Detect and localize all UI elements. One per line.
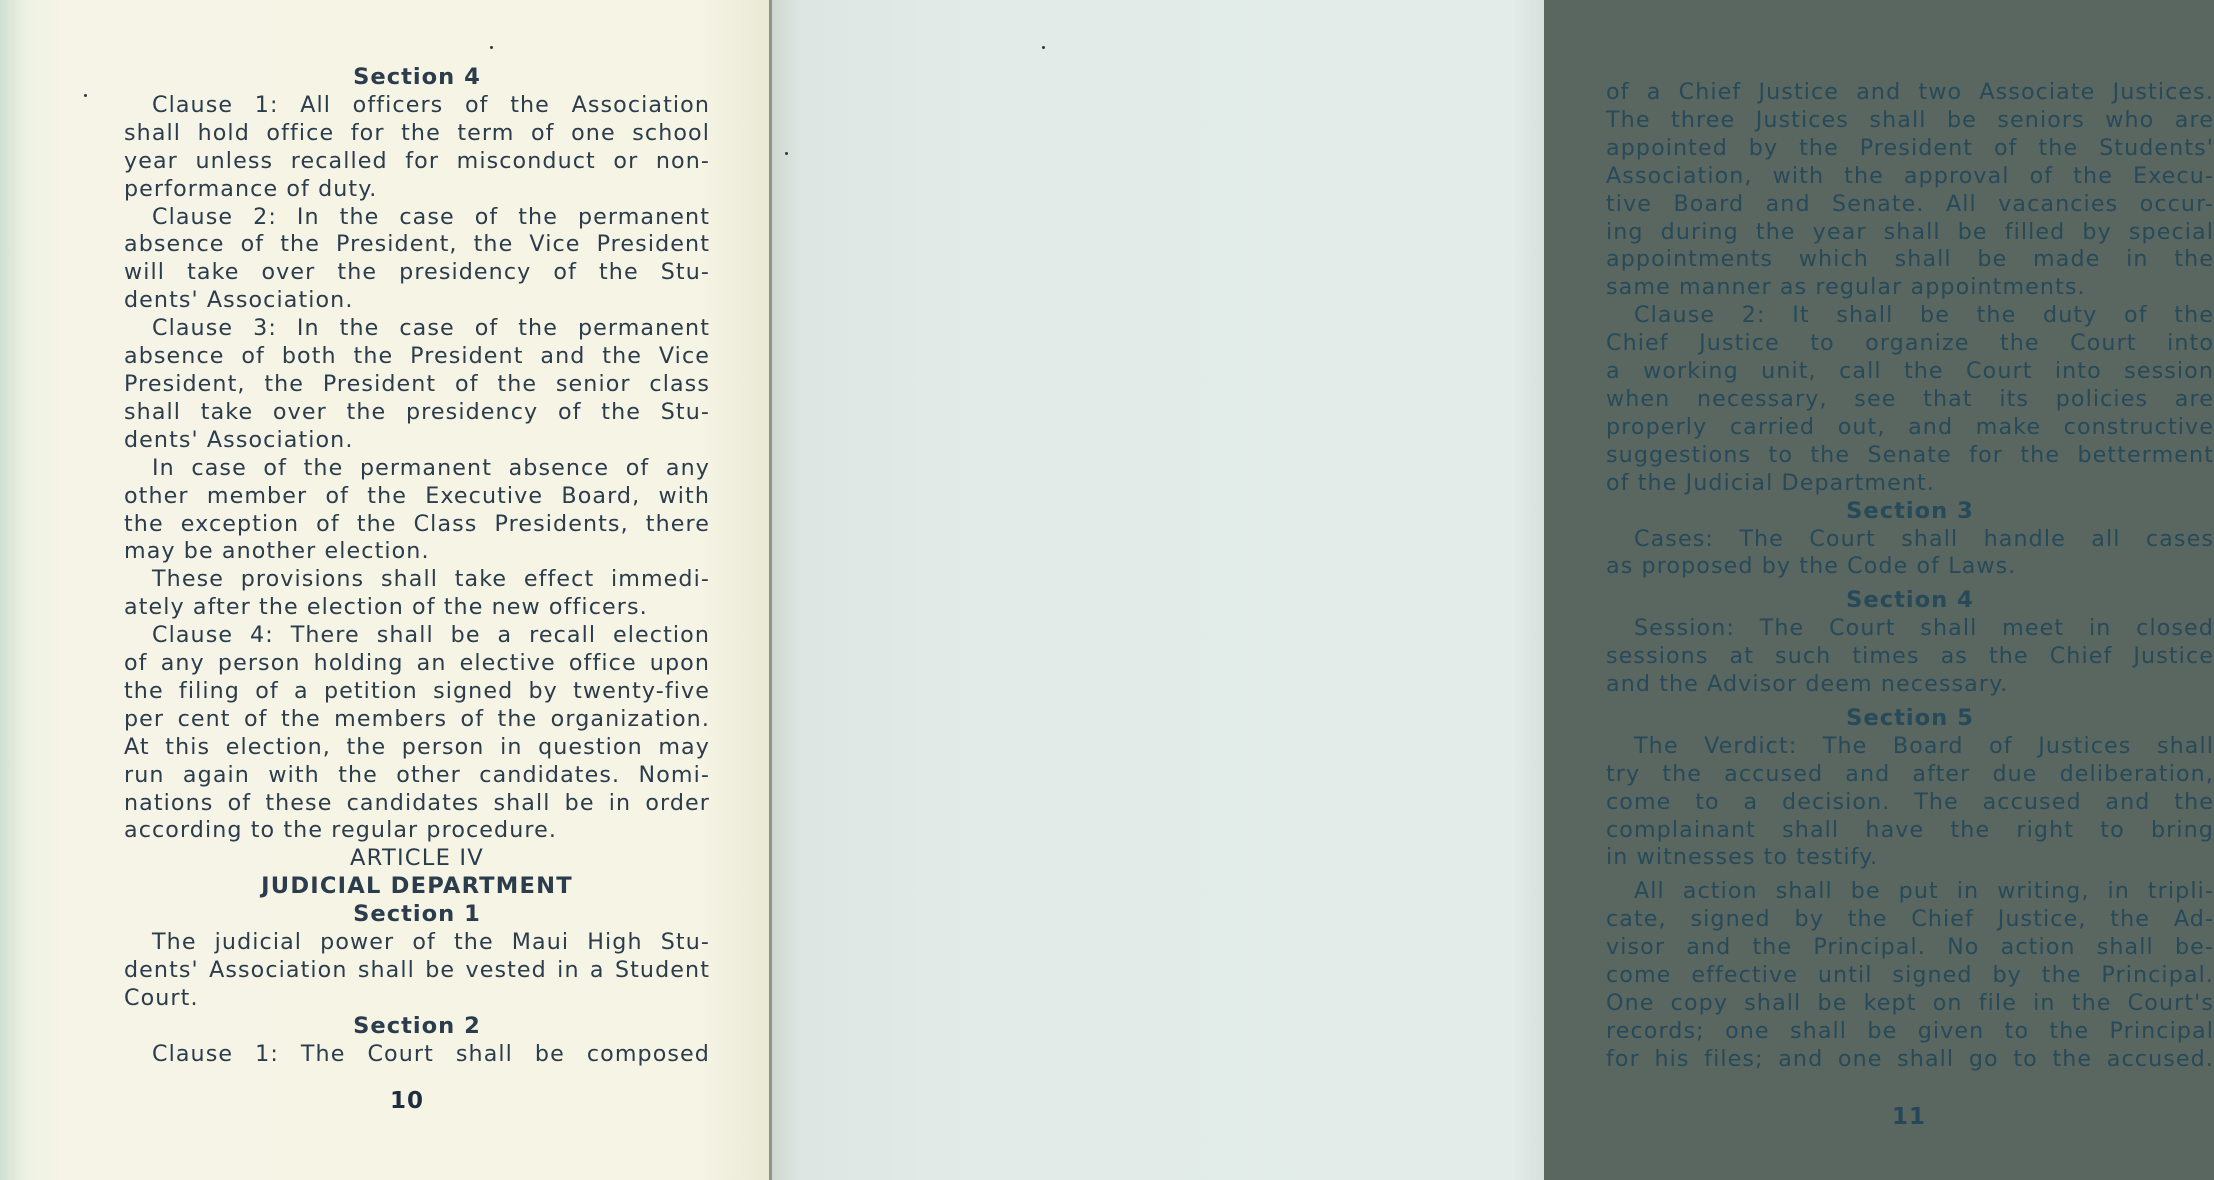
text-line: absence of both the President and the Vice [124,343,710,370]
text-line: The Verdict: The Board of Justices shall [1634,732,2214,759]
text-line: year unless recalled for misconduct or non- [124,147,710,174]
print-speck [1042,46,1045,49]
text-line: according to the regular procedure. [124,817,558,844]
print-speck [490,46,493,49]
text-line: One copy shall be kept on file in the Court's [1606,990,2214,1016]
text-line: President, the President of the senior class [124,370,710,397]
text-line: for his files; and one shall go to the accused. [1606,1045,2214,1072]
page-number-right: 11 [1892,1104,1927,1130]
text-line: The three Justices shall be seniors who are [1606,106,2214,133]
text-line: same manner as regular appointments. [1606,274,2086,301]
text-line: when necessary, see that its policies are [1606,385,2214,412]
text-line: Clause 4: There shall be a recall election [152,622,710,649]
text-line: and the Advisor deem necessary. [1606,671,2009,698]
text-line: visor and the Principal. No action shall be- [1606,934,2214,961]
text-line: the exception of the Class Presidents, there [124,510,710,537]
text-line: appointments which shall be made in the [1606,246,2214,273]
text-line: Clause 3: In the case of the permanent [152,315,710,342]
text-line: of a Chief Justice and two Associate Justices. [1606,79,2214,105]
text-line: Clause 1: All officers of the Association [152,91,710,118]
text-line: Cases: The Court shall handle all cases [1634,525,2214,552]
text-line: nations of these candidates shall be in order [124,789,710,816]
print-speck [785,152,788,155]
text-line: All action shall be put in writing, in tripli- [1634,878,2214,905]
text-line: dents' Association shall be vested in a Student [124,957,710,983]
text-line: Chief Justice to organize the Court into [1606,330,2214,357]
text-line: tive Board and Senate. All vacancies occur- [1606,190,2214,217]
text-line: properly carried out, and make constructive [1606,413,2214,440]
text-line: absence of the President, the Vice President [124,231,710,258]
section-heading: Section 5 [1846,704,1974,731]
text-line: ing during the year shall be filled by special [1606,218,2214,245]
text-line: of the Judicial Department. [1606,469,1935,496]
text-line: Clause 2: In the case of the permanent [152,203,710,230]
text-line: Association, with the approval of the Execu- [1606,162,2214,189]
left-page [0,0,770,1180]
text-line: shall take over the presidency of the Stu- [124,398,710,425]
text-line: come to a decision. The accused and the [1606,788,2214,815]
text-line: appointed by the President of the Students' [1606,134,2214,161]
department-heading: JUDICIAL DEPARTMENT [261,873,573,900]
text-line: cate, signed by the Chief Justice, the Ad- [1606,906,2214,933]
text-line: At this election, the person in question may [124,733,710,760]
text-line: Clause 1: The Court shall be composed [152,1040,710,1067]
text-line: of any person holding an elective office upon [124,650,710,677]
text-line: ately after the election of the new officers. [124,594,648,621]
text-line: will take over the presidency of the Stu- [124,259,710,286]
text-line: dents' Association. [124,287,354,314]
text-line: a working unit, call the Court into session [1606,358,2214,385]
text-line: in witnesses to testify. [1606,844,1879,871]
text-line: In case of the permanent absence of any [152,454,710,481]
print-speck [84,94,87,97]
text-line: Court. [124,984,199,1011]
article-heading: ARTICLE IV [350,845,484,872]
text-line: records; one shall be given to the Principal [1606,1017,2214,1044]
text-line: per cent of the members of the organization. [124,705,710,732]
text-line: the filing of a petition signed by twenty-five [124,677,710,704]
text-line: as proposed by the Code of Laws. [1606,553,2017,580]
text-line: complainant shall have the right to bring [1606,816,2214,843]
section-heading: Section 4 [1846,587,1974,614]
text-line: may be another election. [124,538,430,565]
section-heading: Section 4 [353,64,481,90]
text-line: The judicial power of the Maui High Stu- [152,929,710,956]
right-page-text [1606,79,2214,1074]
text-line: Session: The Court shall meet in closed [1634,615,2214,642]
text-line: run again with the other candidates. Nomi- [124,761,710,788]
text-line: dents' Association. [124,426,354,453]
text-line: come effective until signed by the Principal. [1606,962,2214,989]
text-line: try the accused and after due deliberation, [1606,760,2214,787]
text-line: other member of the Executive Board, with [124,482,710,509]
text-line: Clause 2: It shall be the duty of the [1634,302,2214,329]
text-line: shall hold office for the term of one school [124,119,710,146]
text-line: These provisions shall take effect immedi- [152,566,710,593]
text-line: sessions at such times as the Chief Justice [1606,643,2214,670]
section-heading: Section 2 [353,1012,481,1039]
text-line: suggestions to the Senate for the betterment [1606,441,2214,468]
page-number-left: 10 [390,1088,425,1114]
section-heading: Section 1 [353,901,481,928]
left-page-text [124,64,710,1069]
right-page [772,0,2214,1180]
section-heading: Section 3 [1846,497,1974,524]
text-line: performance of duty. [124,175,378,202]
